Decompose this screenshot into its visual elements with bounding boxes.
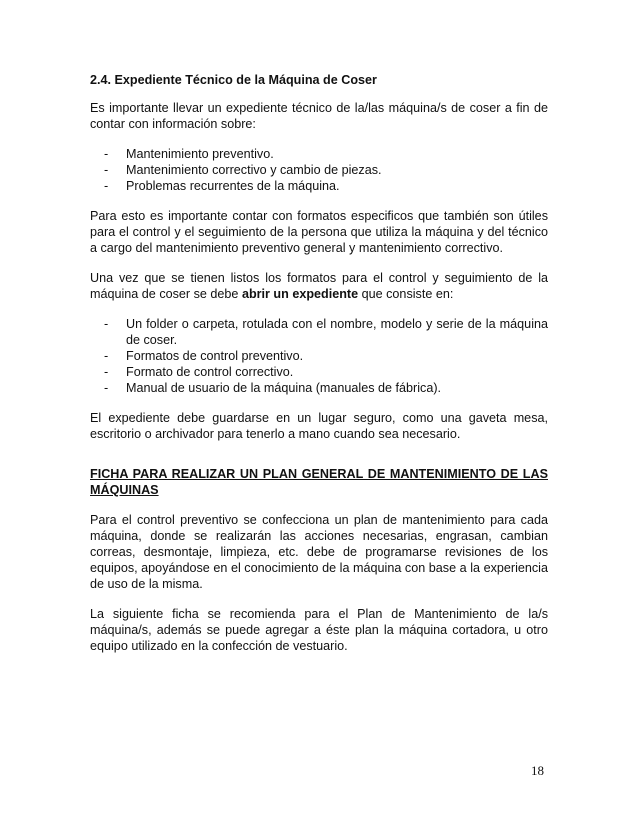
preventive-paragraph: Para el control preventivo se confecciona un plan de mantenimiento para cada máquina, donde se realizarán las acciones necesarias, engrasan, cambian correas, desmontaje, limpieza, etc. debe de programarse revisiones de los equipos, apoyándose en el conocimiento de la máquina con base a la experiencia de uso de la misma.: [90, 513, 548, 591]
expediente-list: [90, 316, 548, 396]
section-heading: 2.4. Expediente Técnico de la Máquina de Coser: [90, 73, 377, 87]
bold-phrase: abrir un expediente: [241, 287, 359, 301]
list-item: - Problemas recurrentes de la máquina.: [104, 178, 548, 194]
intro-paragraph: Es importante llevar un expediente técnico de la/las máquina/s de coser a fin de contar con información sobre:: [90, 101, 548, 131]
list-item: - Formato de control correctivo.: [104, 364, 548, 380]
paragraph-text: Una vez que se tienen listos los formatos para el control y seguimiento de la máquina de coser se debe: [90, 271, 548, 301]
recommendation-paragraph: La siguiente ficha se recomienda para el Plan de Mantenimiento de la/s máquina/s, además se puede agregar a éste plan la máquina cortadora, u otro equipo utilizado en la confección de vestuario.: [90, 607, 548, 653]
formats-paragraph: Para esto es importante contar con formatos especificos que también son útiles para el control y el seguimiento de la persona que utiliza la máquina y del técnico a cargo del mantenimiento preventivo general y mantenimiento correctivo.: [90, 209, 548, 255]
list-item: - Formatos de control preventivo.: [104, 348, 548, 364]
page-number: 18: [531, 763, 544, 778]
info-list: [90, 146, 548, 194]
list-item: - Un folder o carpeta, rotulada con el nombre, modelo y serie de la máquina de coser.: [104, 316, 548, 348]
document-page: [90, 72, 548, 668]
expediente-paragraph: [90, 270, 548, 302]
storage-paragraph: El expediente debe guardarse en un lugar seguro, como una gaveta mesa, escritorio o archivador para tenerlo a mano cuando sea necesario.: [90, 411, 548, 441]
list-item: - Mantenimiento preventivo.: [104, 146, 548, 162]
list-item: - Manual de usuario de la máquina (manuales de fábrica).: [104, 380, 548, 396]
paragraph-text: que consiste en:: [358, 287, 454, 301]
list-item: - Mantenimiento correctivo y cambio de piezas.: [104, 162, 548, 178]
ficha-title: FICHA PARA REALIZAR UN PLAN GENERAL DE MANTENIMIENTO DE LAS MÁQUINAS: [90, 467, 548, 497]
